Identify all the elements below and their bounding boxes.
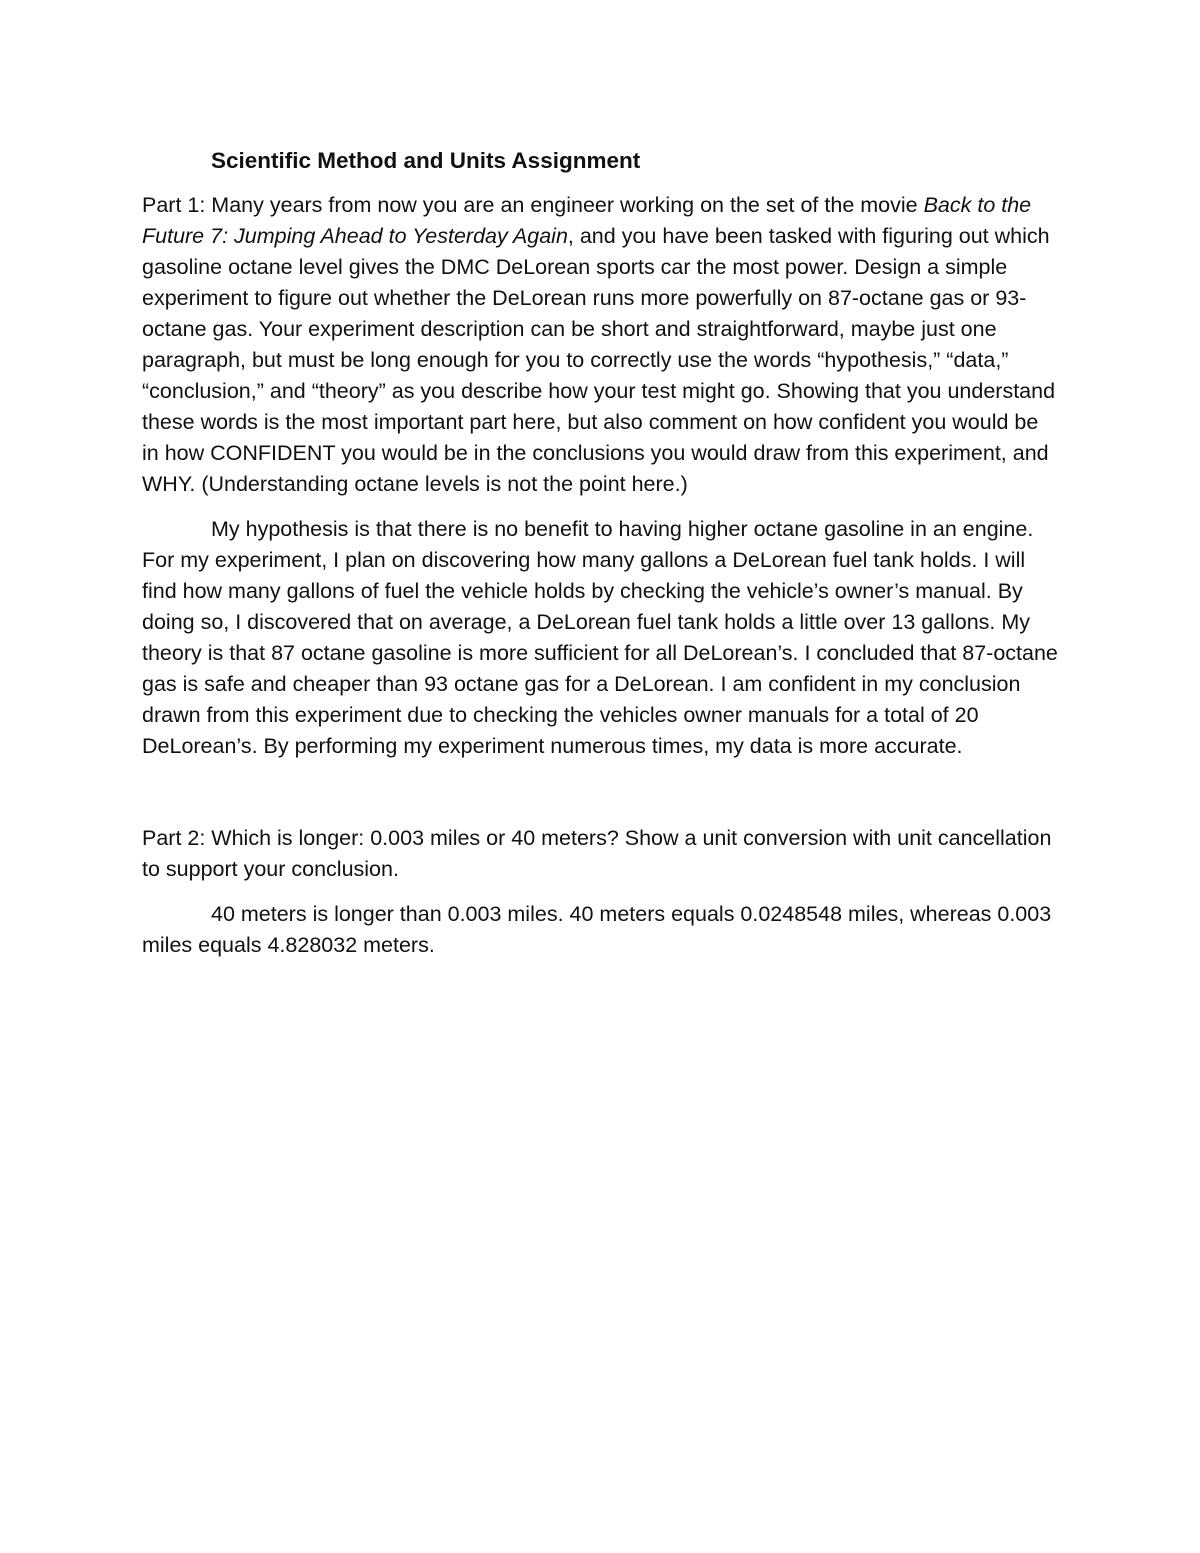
- document-body: [142, 146, 1060, 975]
- part1-answer: My hypothesis is that there is no benefit to having higher octane gasoline in an engine. For my experiment, I plan on discovering how many gallons a DeLorean fuel tank holds. I will find how many gallons of fuel the vehicle holds by checking the vehicle’s owner’s manual. By doing so, I discovered that on average, a DeLorean fuel tank holds a little over 13 gallons. My theory is that 87 octane gasoline is more sufficient for all DeLorean’s. I concluded that 87-octane gas is safe and cheaper than 93 octane gas for a DeLorean. I am confident in my conclusion drawn from this experiment due to checking the vehicles owner manuals for a total of 20 DeLorean’s. By performing my experiment numerous times, my data is more accurate.: [142, 517, 1058, 758]
- movie-title: Back to the Future 7: Jumping Ahead to Yesterday Again: [142, 193, 1032, 248]
- part1-prompt: [142, 190, 1060, 500]
- part1-prompt-after: , and you have been tasked with figuring out which gasoline octane level gives the DMC DeLorean sports car the most power. Design a simple experiment to figure out whether the DeLorean runs more powerfully on 87-octane gas or 93-octane gas. Your experiment description can be short and straightforward, maybe just one paragraph, but must be long enough for you to correctly use the words “hypothesis,” “data,” “conclusion,” and “theory” as you describe how your test might go. Showing that you understand these words is the most important part here, but also comment on how confident you would be in how CONFIDENT you would be in the conclusions you would draw from this experiment, and WHY. (Understanding octane levels is not the point here.): [142, 224, 1056, 496]
- part2-answer: 40 meters is longer than 0.003 miles. 40 meters equals 0.0248548 miles, whereas 0.003 miles equals 4.828032 meters.: [142, 902, 1052, 957]
- part2-prompt: Part 2: Which is longer: 0.003 miles or 40 meters? Show a unit conversion with unit cancellation to support your conclusion.: [142, 826, 1052, 881]
- document-title: Scientific Method and Units Assignment: [211, 148, 641, 173]
- section-spacer: [142, 776, 1060, 823]
- part1-prompt-before: Part 1: Many years from now you are an engineer working on the set of the movie: [142, 193, 924, 217]
